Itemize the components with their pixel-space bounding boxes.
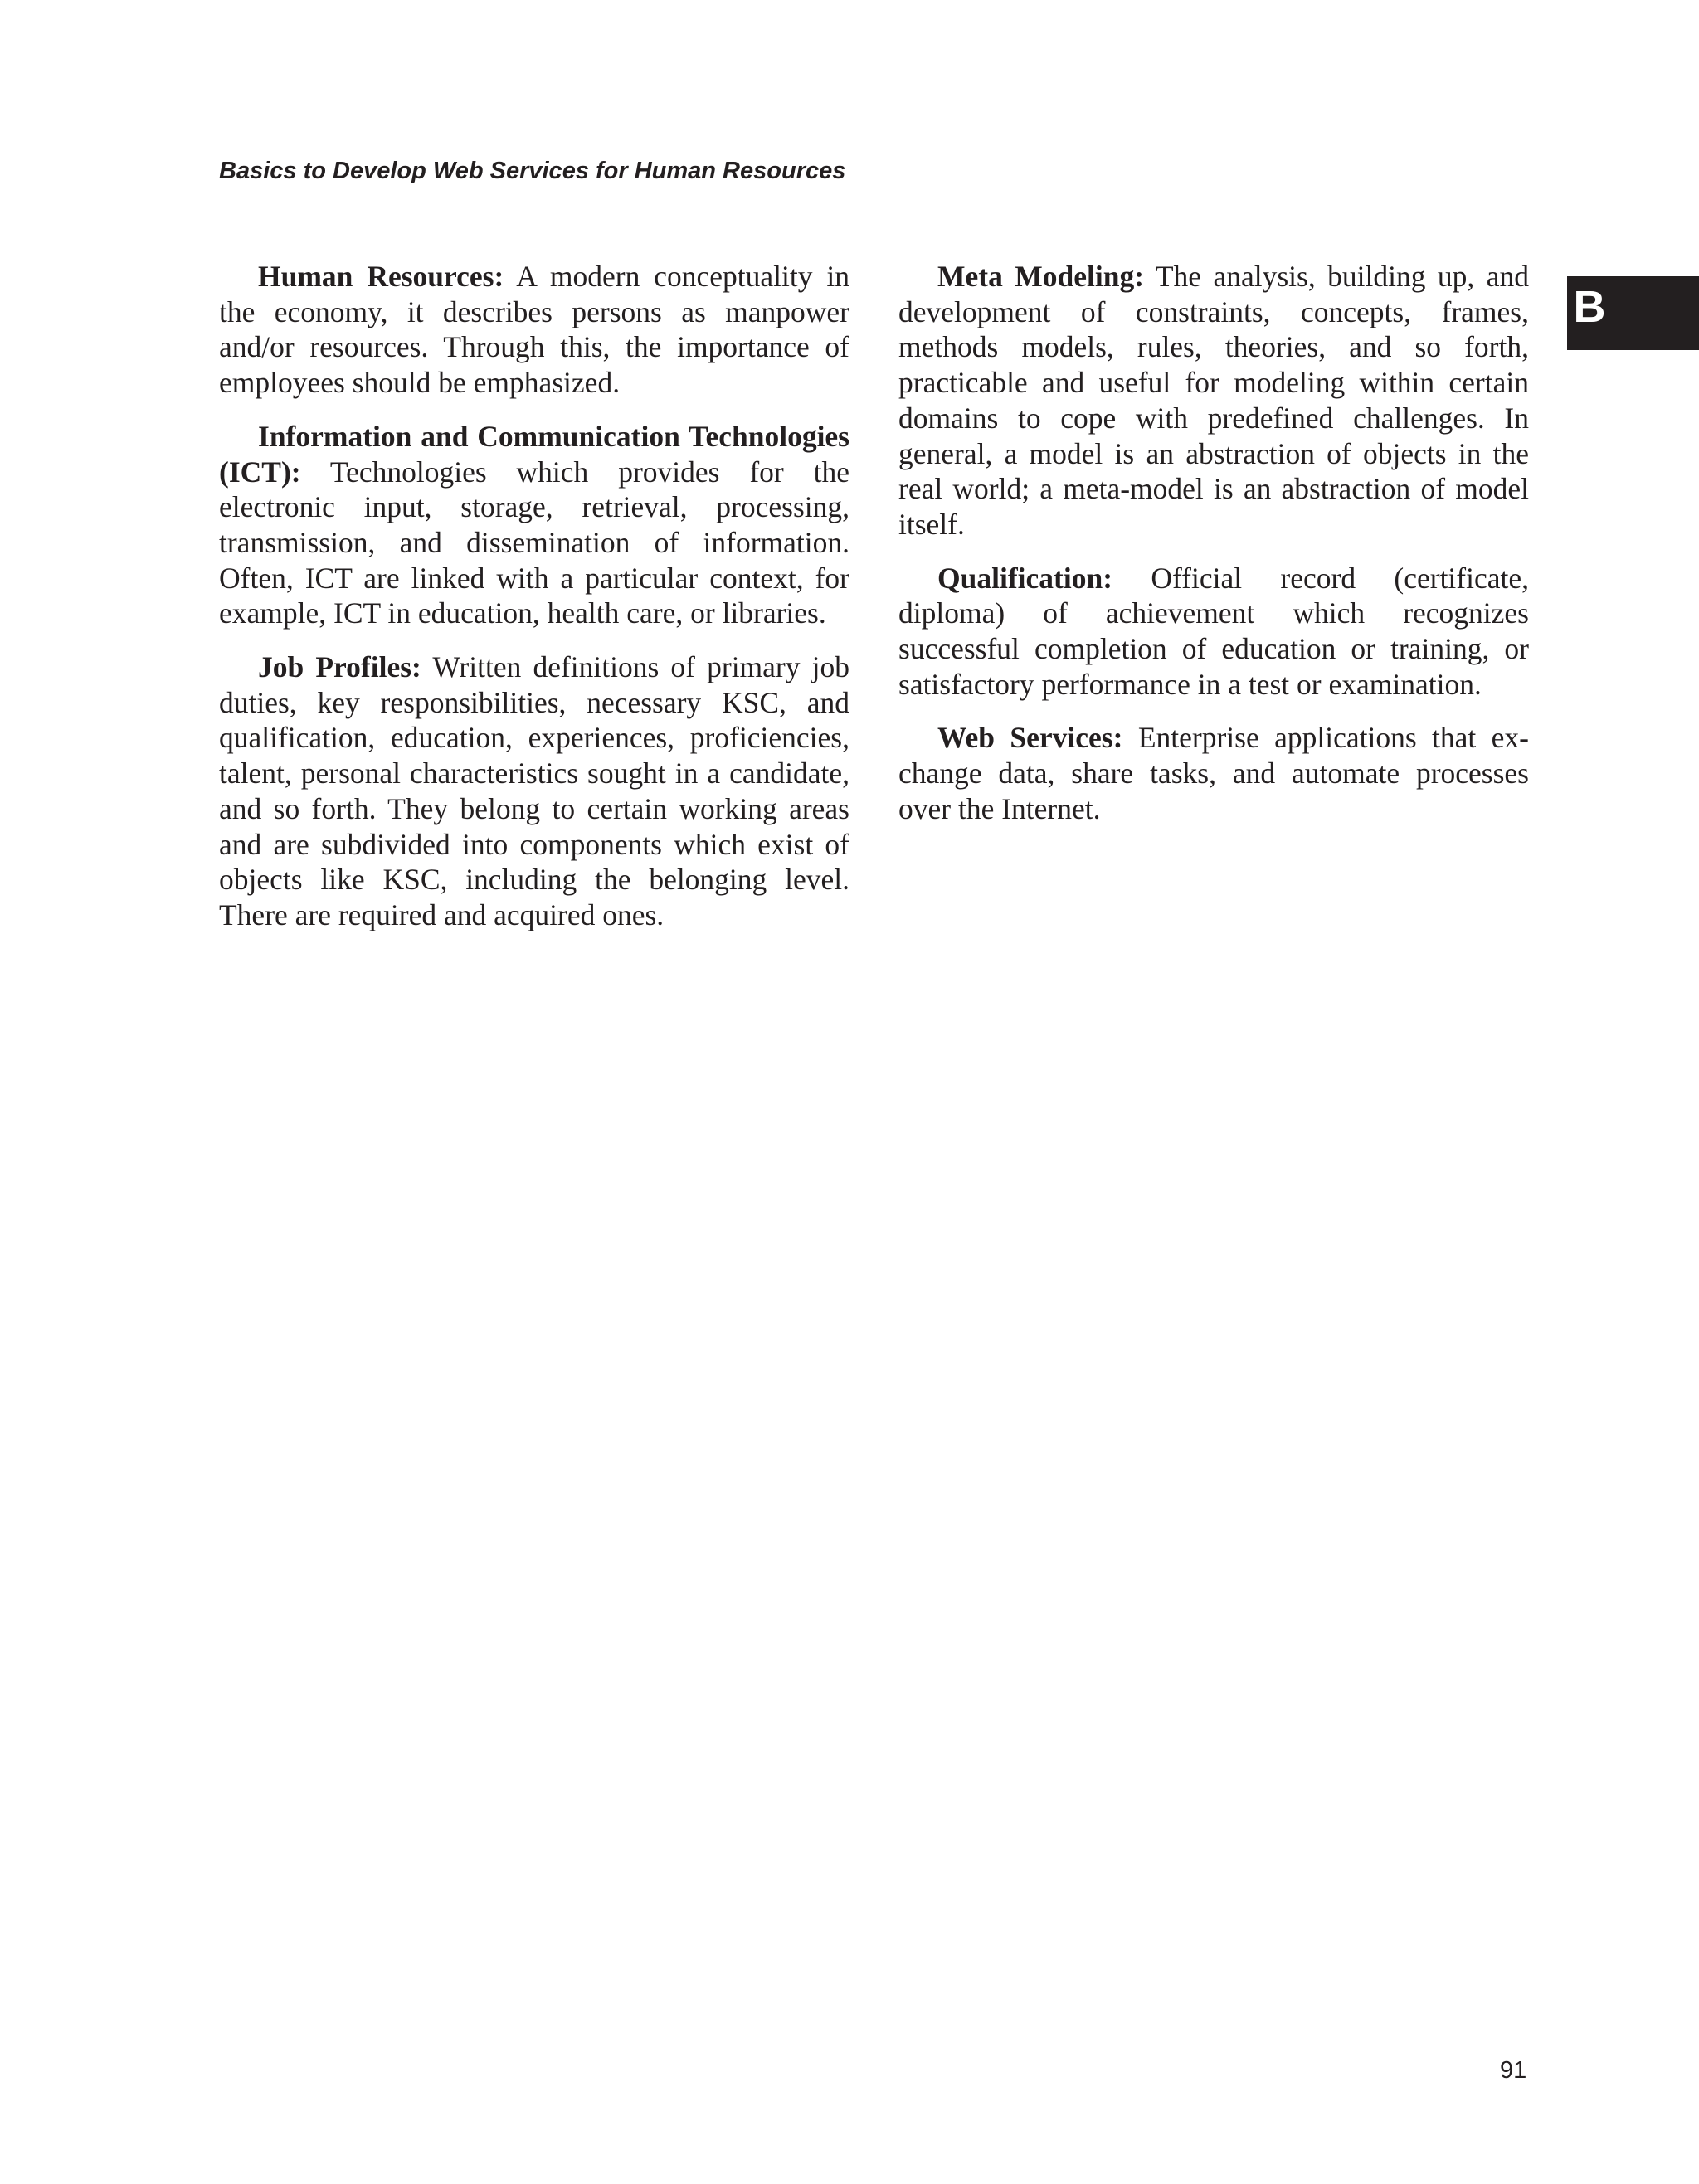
glossary-definition: Written definitions of primary job duties, key responsibilities, necessary KSC, and qualification, education, experiences, proficiencies, talent, personal characteristics sought in a candidate, and so forth. They belong to certain working areas and are subdivided into components which exist of objects like KSC, including the belonging level. There are required and acquired ones. — [219, 650, 850, 931]
glossary-definition: Enterprise applications that exchange data, share tasks, and automate processes over the Internet. — [898, 721, 1529, 825]
section-tab-letter: B — [1573, 282, 1606, 332]
glossary-entry-human-resources — [219, 259, 850, 401]
glossary-column-right — [898, 259, 1529, 845]
glossary-definition: Official record (certificate, diploma) of achievement which recognizes successful completion of education or training, or satisfactory performance in a test or examination. — [898, 561, 1529, 701]
glossary-entry-job-profiles — [219, 649, 850, 933]
glossary-term: Qualification: — [937, 561, 1113, 595]
glossary-definition: The analysis, building up, and development of constraints, concepts, frames, methods models, rules, theories, and so forth, practicable and useful for modeling within certain domains to cope with predefined challenges. In general, a model is an abstraction of objects in the real world; a meta-model is an abstraction of model itself. — [898, 260, 1529, 541]
page-number: 91 — [1500, 2057, 1527, 2084]
glossary-entry-meta-modeling — [898, 259, 1529, 542]
glossary-definition: A modern conceptuality in the economy, it describes persons as manpower and/or resources. Through this, the importance of employees should be emphasized. — [219, 260, 850, 400]
glossary-term: Web Services: — [937, 721, 1123, 755]
glossary-term: Information and Communication Technologies (ICT): — [219, 419, 850, 489]
glossary-entry-ict — [219, 419, 850, 631]
glossary-column-left — [219, 259, 850, 951]
glossary-term: Job Profiles: — [258, 650, 421, 684]
glossary-term: Meta Modeling: — [937, 260, 1145, 293]
glossary-entry-web-services — [898, 720, 1529, 826]
glossary-definition: Technologies which provides for the electronic input, storage, retrieval, processing, transmission, and dissemination of information. Often, ICT are linked with a particular context, for example, ICT in education, health care, or libraries. — [219, 455, 850, 630]
glossary-term: Human Resources: — [258, 260, 504, 293]
glossary-entry-qualification — [898, 561, 1529, 703]
running-header: Basics to Develop Web Services for Human Resources — [219, 158, 846, 184]
